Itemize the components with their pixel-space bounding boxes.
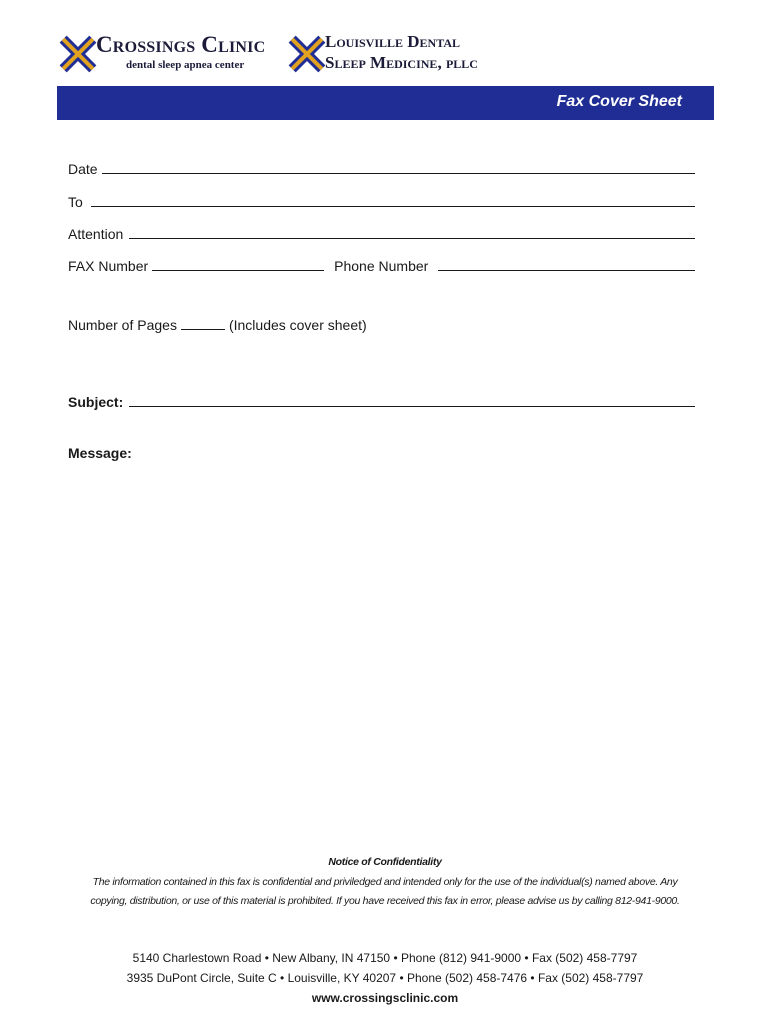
date-label: Date [68,161,98,177]
cross-logo-icon [285,32,329,76]
pages-note: (Includes cover sheet) [228,317,367,333]
date-field-row [68,157,695,177]
website-link[interactable]: www.crossingsclinic.com [311,991,459,1005]
subject-field[interactable] [129,390,695,407]
attention-field-row [68,222,695,242]
message-label: Message: [68,445,132,461]
confidentiality-notice-title: Notice of Confidentiality [328,856,442,868]
confidentiality-notice-line2: copying, distribution, or use of this material is prohibited. If you have received this fax in error, please advise us by calling 812-941-9000. [90,895,680,907]
louisville-dental-name-line1: Louisville Dental [325,32,461,51]
phone-number-field[interactable] [438,254,695,271]
address-louisville: 3935 DuPont Circle, Suite C • Louisville, KY 40207 • Phone (502) 458-7476 • Fax (502) 458-7797 [126,971,644,985]
subject-field-row [68,390,695,410]
date-field[interactable] [102,157,695,174]
number-of-pages-label: Number of Pages [68,317,177,333]
fax-phone-field-row [68,254,695,274]
fax-number-label: FAX Number [68,258,149,274]
to-field[interactable] [91,190,695,207]
page-title: Fax Cover Sheet [556,93,682,110]
attention-label: Attention [68,226,124,242]
title-banner [57,86,714,120]
attention-field[interactable] [129,222,695,239]
address-new-albany: 5140 Charlestown Road • New Albany, IN 47150 • Phone (812) 941-9000 • Fax (502) 458-7797 [132,951,638,965]
to-label: To [68,194,83,210]
pages-field-row [68,313,367,333]
number-of-pages-field[interactable] [181,313,225,330]
phone-number-label: Phone Number [334,258,429,274]
louisville-dental-name-line2: Sleep Medicine, pllc [325,53,478,72]
crossings-clinic-tagline: dental sleep apnea center [126,59,245,71]
cross-logo-icon [56,32,100,76]
fax-number-field[interactable] [152,254,324,271]
to-field-row [68,190,695,210]
subject-label: Subject: [68,394,124,410]
confidentiality-notice-line1: The information contained in this fax is confidential and priviledged and intended only for the use of the individual(s) named above. Any [92,876,678,888]
crossings-clinic-name: Crossings Clinic [96,32,266,57]
